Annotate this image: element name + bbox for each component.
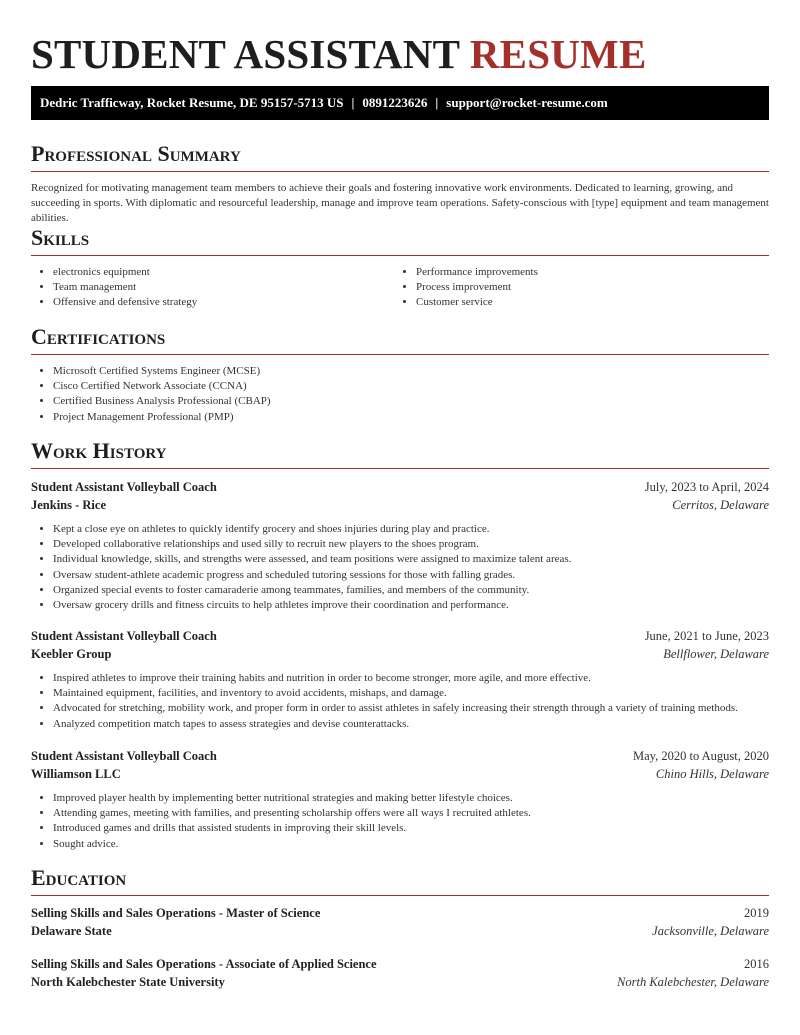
job-location: Chino Hills, Delaware (655, 767, 769, 781)
education-degree-row (31, 957, 769, 975)
education-school-row (31, 975, 769, 993)
education-location: Jacksonville, Delaware (652, 924, 769, 938)
job-bullet: • Improved player health by implementing better nutritional strategies and making better lifestyle choices. (53, 791, 769, 806)
certifications-list (31, 364, 753, 425)
job-title-row (31, 629, 769, 647)
resume-title (31, 30, 647, 78)
skill-item: • Performance improvements (416, 265, 756, 280)
skills-heading: Skills (31, 225, 769, 256)
job-bullet: • Inspired athletes to improve their training habits and nutrition in order to become stronger, more agile, and more effective. (53, 671, 769, 686)
job-company: Williamson LLC (31, 767, 121, 781)
certifications-heading: Certifications (31, 324, 769, 355)
certification-item: • Project Management Professional (PMP) (53, 410, 753, 425)
education-degree: Selling Skills and Sales Operations - Master of Science (31, 906, 321, 920)
job-title: Student Assistant Volleyball Coach (31, 480, 217, 494)
contact-separator: | (435, 95, 439, 110)
job-company: Jenkins - Rice (31, 498, 106, 512)
certification-item: • Certified Business Analysis Professional (CBAP) (53, 394, 753, 409)
job-bullet: • Individual knowledge, skills, and strengths were assessed, and team positions were assigned to maximize talent areas. (53, 552, 769, 567)
education-school: Delaware State (31, 924, 112, 938)
contact-bar (31, 86, 769, 120)
job-title: Student Assistant Volleyball Coach (31, 749, 217, 763)
education-school-row (31, 924, 769, 942)
contact-address: Dedric Trafficway, Rocket Resume, DE 95157-5713 US (40, 95, 344, 110)
job-bullet: • Introduced games and drills that assisted students in improving their skill levels. (53, 821, 769, 836)
job-bullet: • Maintained equipment, facilities, and inventory to avoid accidents, mishaps, and damage. (53, 686, 769, 701)
job-bullets (31, 791, 769, 852)
job-bullet: • Kept a close eye on athletes to quickly identify grocery and shoes injuries during play and practice. (53, 522, 769, 537)
job-bullet: • Attending games, meeting with families, and presenting scholarship offers were all ways I recruited athletes. (53, 806, 769, 821)
contact-separator: | (351, 95, 355, 110)
job-bullets (31, 671, 769, 732)
education-school: North Kalebchester State University (31, 975, 225, 989)
summary-heading: Professional Summary (31, 141, 769, 172)
work-history-heading: Work History (31, 438, 769, 469)
skill-item: • Offensive and defensive strategy (53, 295, 393, 310)
job-location: Cerritos, Delaware (672, 498, 769, 512)
job-bullet: • Organized special events to foster camaraderie among teammates, families, and members of the community. (53, 583, 769, 598)
job-bullet: • Advocated for stretching, mobility work, and proper form in order to assist athletes in safely increasing their strength through a variety of training methods. (53, 701, 769, 716)
job-title-row (31, 480, 769, 498)
skill-item: • Team management (53, 280, 393, 295)
education-year: 2019 (744, 906, 769, 920)
job-location: Bellflower, Delaware (663, 647, 769, 661)
title-accent: RESUME (469, 31, 647, 77)
job-bullet: • Developed collaborative relationships and used silly to recruit new players to the shoes program. (53, 537, 769, 552)
job-title-row (31, 749, 769, 767)
skill-item: • Customer service (416, 295, 756, 310)
job-dates: June, 2021 to June, 2023 (644, 629, 769, 643)
job-title: Student Assistant Volleyball Coach (31, 629, 217, 643)
job-bullet: • Oversaw grocery drills and fitness circuits to help athletes improve their coordination and performance. (53, 598, 769, 613)
education-year: 2016 (744, 957, 769, 971)
job-company-row (31, 647, 769, 665)
job-bullet: • Analyzed competition match tapes to assess strategies and devise counterattacks. (53, 717, 769, 732)
contact-email: support@rocket-resume.com (446, 95, 608, 110)
job-dates: July, 2023 to April, 2024 (644, 480, 769, 494)
education-location: North Kalebchester, Delaware (617, 975, 769, 989)
certification-item: • Cisco Certified Network Associate (CCNA) (53, 379, 753, 394)
education-degree: Selling Skills and Sales Operations - Associate of Applied Science (31, 957, 377, 971)
skills-list-left (31, 265, 393, 311)
skill-item: • electronics equipment (53, 265, 393, 280)
job-bullet: • Sought advice. (53, 837, 769, 852)
education-degree-row (31, 906, 769, 924)
job-company-row (31, 767, 769, 785)
certification-item: • Microsoft Certified Systems Engineer (MCSE) (53, 364, 753, 379)
job-bullet: • Oversaw student-athlete academic progress and scheduled tutoring sessions for those with falling grades. (53, 568, 769, 583)
education-heading: Education (31, 865, 769, 896)
skills-list-right (394, 265, 756, 311)
summary-text: Recognized for motivating management team members to achieve their goals and fostering innovative work environments. Dedicated to learning, growing, and succeeding in sports. With diplomatic and resourceful leadership, manage and improve team operations. Safety-conscious with [type] equipment and team management abilities. (31, 182, 769, 224)
title-main: STUDENT ASSISTANT (31, 31, 460, 77)
job-company: Keebler Group (31, 647, 112, 661)
skill-item: • Process improvement (416, 280, 756, 295)
job-company-row (31, 498, 769, 516)
contact-phone: 0891223626 (362, 95, 428, 110)
job-dates: May, 2020 to August, 2020 (633, 749, 769, 763)
job-bullets (31, 522, 769, 613)
